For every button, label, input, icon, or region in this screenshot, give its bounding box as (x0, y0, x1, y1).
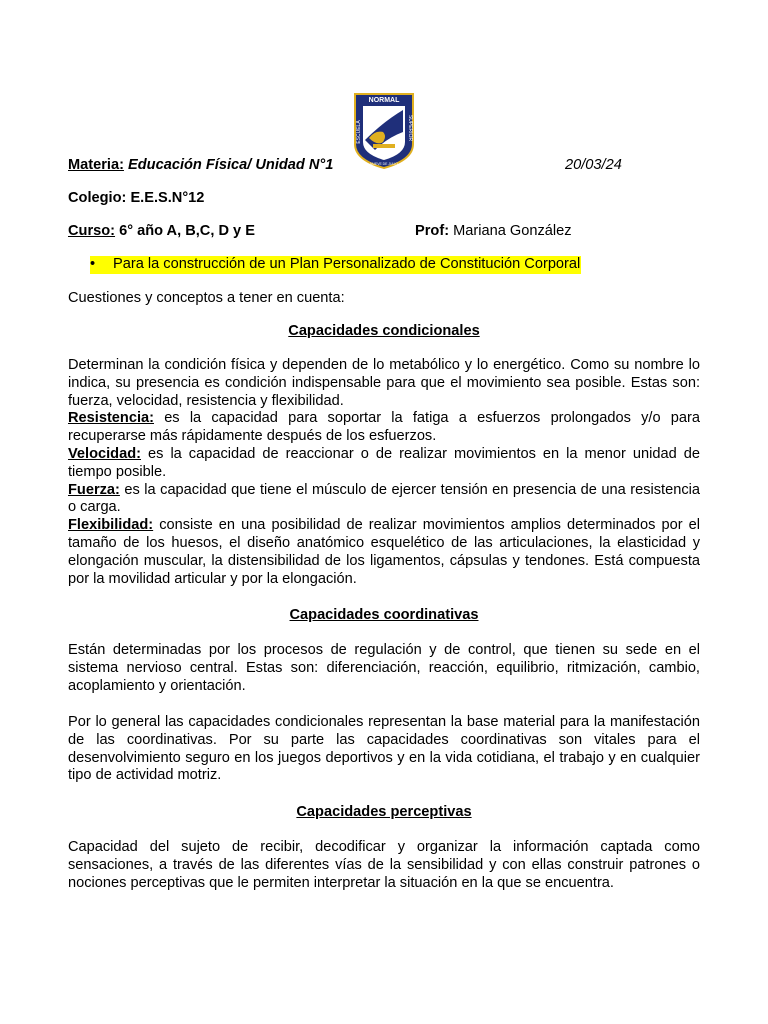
term-resistencia: Resistencia: (68, 410, 154, 427)
item-resistencia (68, 410, 700, 446)
def-flexibilidad: consiste en una posibilidad de realizar movimientos amplios determinados por el tamaño de los huesos, el diseño anatómico esquelético de las articulaciones, la elasticidad y elongación muscular, la distensibilidad de los ligamentos, cápsulas y tendones. Está compuesta por la movilidad articular y por la elongación. (68, 517, 700, 587)
colegio-label: Colegio: (68, 190, 127, 206)
section-title-perceptivas: Capacidades perceptivas (296, 804, 472, 820)
prof-value: Mariana González (453, 223, 572, 239)
curso-line (68, 223, 700, 241)
document-date: 20/03/24 (565, 157, 622, 173)
def-resistencia: es la capacidad para soportar la fatiga a esfuerzos prolongados y/o para recuperarse más rápidamente después de los esfuerzos. (68, 410, 700, 445)
coordinativas-paragraph-2: Por lo general las capacidades condicionales representan la base material para la manifestación de las coordinativas. Por su parte las capacidades coordinativas son vitales para el desenvolvimiento seguro en los juegos deportivos y en la vida cotidiana, el trabajo y en cualquier tipo de actividad motriz. (68, 714, 700, 784)
term-fuerza: Fuerza: (68, 481, 120, 498)
intro-text: Cuestiones y conceptos a tener en cuenta: (68, 290, 345, 306)
condicionales-intro: Determinan la condición física y dependen de lo metabólico y lo energético. Como su nombre lo indica, su presencia es condición indispensable para que el movimiento sea posible. Estas son: fuerza, velocidad, resistencia y flexibilidad. (68, 357, 700, 409)
logo-left-text: ESCUELA (356, 120, 362, 144)
condicionales-body (68, 357, 700, 588)
logo-bottom-text: NUEVE DE JULIO (370, 162, 398, 166)
colegio-value: E.E.S.N°12 (130, 190, 205, 206)
prof-line (415, 223, 572, 241)
section-title-coordinativas: Capacidades coordinativas (289, 607, 479, 623)
logo-top-text: NORMAL (368, 97, 400, 104)
def-fuerza: es la capacidad que tiene el músculo de ejercer tensión en presencia de una resistencia o carga. (68, 481, 700, 516)
section-title-condicionales: Capacidades condicionales (288, 323, 480, 339)
materia-value: Educación Física/ Unidad N°1 (128, 157, 334, 173)
highlighted-bullet-item (90, 256, 581, 274)
colegio-line (68, 190, 700, 208)
item-flexibilidad (68, 517, 700, 588)
materia-label: Materia: (68, 157, 124, 173)
term-flexibilidad: Flexibilidad: (68, 517, 154, 534)
highlighted-text: Para la construcción de un Plan Personalizado de Constitución Corporal (113, 256, 581, 272)
perceptivas-paragraph: Capacidad del sujeto de recibir, decodificar y organizar la información captada como sensaciones, a través de las diferentes vías de la sensibilidad y con ellas construir patrones o nociones perceptivas que le permiten interpretar la situación en la que se encuentra. (68, 839, 700, 891)
logo-right-text: SUPERIOR (407, 114, 413, 142)
item-velocidad (68, 446, 700, 482)
curso-value: 6° año A, B,C, D y E (119, 223, 255, 239)
term-velocidad: Velocidad: (68, 445, 141, 462)
item-fuerza (68, 482, 700, 518)
coordinativas-paragraph-1: Están determinadas por los procesos de regulación y de control, que tienen su sede en el sistema nervioso central. Estas son: diferenciación, reacción, equilibrio, ritmización, cambio, acoplamiento y orientación. (68, 642, 700, 694)
bullet-icon: • (90, 256, 96, 272)
curso-label: Curso: (68, 223, 116, 239)
prof-label: Prof: (415, 223, 450, 239)
def-velocidad: es la capacidad de reaccionar o de realizar movimientos en la menor unidad de tiempo posible. (68, 445, 700, 480)
